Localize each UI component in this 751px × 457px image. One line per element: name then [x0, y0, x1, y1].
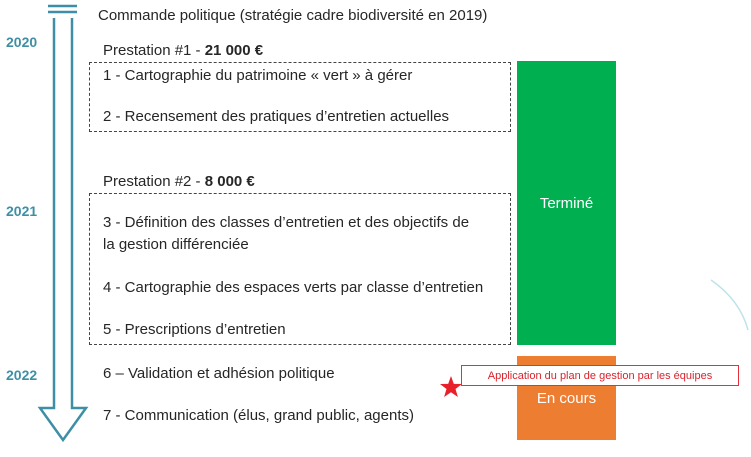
year-2020: 2020	[6, 34, 38, 50]
item-6: 6 – Validation et adhésion politique	[103, 365, 335, 382]
prestation-1-title	[103, 41, 263, 61]
prestation-2-label: Prestation #2 -	[103, 173, 205, 190]
star-icon	[439, 375, 463, 399]
year-2021: 2021	[6, 203, 38, 219]
header-title: Commande politique (stratégie cadre biodiversité en 2019)	[98, 7, 488, 24]
item-3-line-2: la gestion différenciée	[103, 236, 249, 253]
prestation-1-label: Prestation #1 -	[103, 42, 205, 59]
status-done-bar	[517, 61, 616, 345]
item-2: 2 - Recensement des pratiques d’entretien actuelles	[103, 108, 450, 125]
status-ongoing-label: En cours	[536, 389, 597, 407]
prestation-2-title	[103, 172, 255, 192]
year-2022: 2022	[6, 367, 38, 383]
item-5: 5 - Prescriptions d’entretien	[103, 321, 286, 338]
annotation-note: Application du plan de gestion par les équipes	[461, 365, 739, 386]
item-7: 7 - Communication (élus, grand public, agents)	[103, 407, 414, 424]
status-done-label: Terminé	[539, 194, 594, 212]
prestation-1-amount: 21 000 €	[204, 42, 264, 59]
item-4: 4 - Cartographie des espaces verts par classe d’entretien	[103, 279, 484, 296]
prestation-2-amount: 8 000 €	[204, 173, 255, 190]
item-1: 1 - Cartographie du patrimoine « vert » à gérer	[103, 67, 413, 84]
item-3-line-1: 3 - Définition des classes d’entretien et des objectifs de	[103, 214, 470, 231]
